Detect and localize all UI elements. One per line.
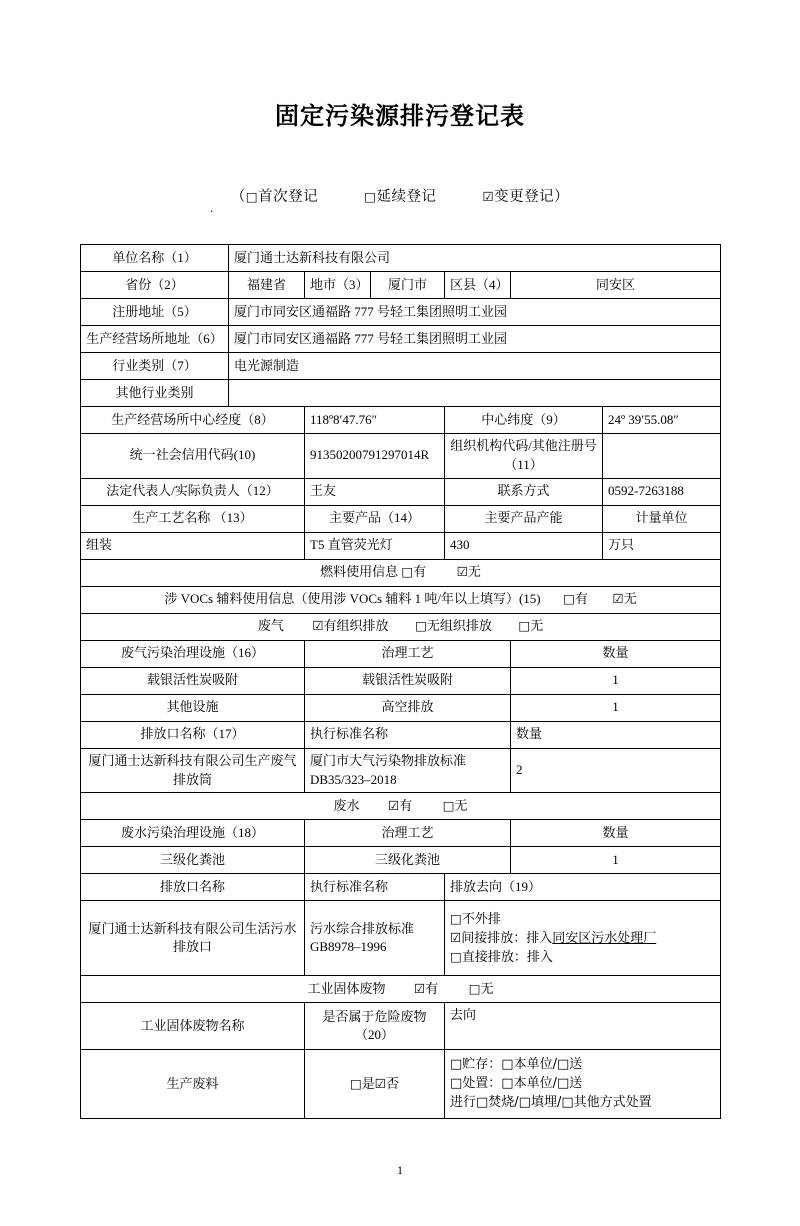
registered-address-label: 注册地址（5） [81,299,229,326]
registration-option-change-label: 变更登记 [494,189,555,205]
contact-label: 联系方式 [445,478,603,505]
vocs-row [81,586,721,613]
waste-water-tech-header: 治理工艺 [305,820,511,847]
table-row [81,901,721,976]
other-industry-label: 其他行业类别 [81,380,229,407]
registered-address-value[interactable]: 厦门市同安区通福路 777 号轻工集团照明工业园 [229,299,721,326]
fuel-no-label: 无 [467,564,481,580]
process-name-value[interactable]: 组装 [81,532,305,559]
solid-waste-hazard-no-box[interactable]: ☑ [374,1075,387,1091]
table-row [81,1050,721,1119]
waste-water-facility-header: 废水污染治理设施（18） [81,820,305,847]
table-row [81,245,721,272]
production-address-value[interactable]: 厦门市同安区通福路 777 号轻工集团照明工业园 [229,326,721,353]
solid-waste-hazard-no-label: 否 [386,1075,400,1091]
destination-direct-box[interactable]: □ [450,948,462,964]
solid-waste-name-header: 工业固体废物名称 [81,1003,305,1050]
solid-waste-destination-1 [445,1050,721,1119]
table-row [81,793,721,820]
production-address-label: 生产经营场所地址（6） [81,326,229,353]
waste-water-destination-options [445,901,721,976]
table-row [81,532,721,559]
capacity-unit-value[interactable]: 万只 [603,532,721,559]
city-label: 地市（3） [305,272,371,299]
waste-gas-outlet-count-header: 数量 [511,721,721,748]
waste-water-no-box[interactable]: □ [442,797,455,813]
registration-option-renew-label: 延续登记 [376,189,437,205]
waste-water-row [81,793,721,820]
waste-water-count-1[interactable]: 1 [511,847,721,874]
fuel-yes-box[interactable]: □ [401,564,414,580]
legal-person-label: 法定代表人/实际负责人（12） [81,478,305,505]
destination-no-discharge-label: 不外排 [461,911,501,927]
waste-gas-standard-header: 执行标准名称 [305,721,511,748]
table-row [81,326,721,353]
solid-waste-hazard-yes-box[interactable]: □ [349,1075,362,1091]
solid-waste-row [81,976,721,1003]
waste-water-facility-1[interactable]: 三级化粪池 [81,847,305,874]
waste-water-yes-box[interactable]: ☑ [388,797,400,813]
table-row [81,874,721,901]
waste-gas-count-1[interactable]: 1 [511,667,721,694]
waste-gas-organized-label: 有组织排放 [323,618,389,634]
fuel-no-box[interactable]: ☑ [456,564,468,580]
destination-indirect-box[interactable]: ☑ [450,929,462,945]
city-value[interactable]: 厦门市 [371,272,445,299]
solid-waste-label: 工业固体废物 [307,980,386,996]
registration-option-renew-box[interactable]: □ [364,189,377,204]
waste-gas-outlet-name-header: 排放口名称（17） [81,721,305,748]
solid-waste-no-label: 无 [480,980,494,996]
waste-gas-unorganized-box[interactable]: □ [415,618,427,634]
destination-option-no-discharge[interactable] [450,910,715,929]
contact-value[interactable]: 0592-7263188 [603,478,721,505]
table-row [81,586,721,613]
waste-gas-outlet-name[interactable]: 厦门通士达新科技有限公司生产废气排放筒 [81,748,305,793]
waste-water-label: 废水 [333,797,360,813]
solid-waste-hazard-1 [305,1050,445,1119]
unit-name-value[interactable]: 厦门通士达新科技有限公司 [229,245,721,272]
vocs-yes-box[interactable]: □ [563,591,575,607]
destination-indirect-label: 间接排放：排入 [461,929,553,945]
solid-waste-hazard-yes-label: 是 [361,1075,375,1091]
waste-water-no-label: 无 [454,797,468,813]
destination-option-direct[interactable] [450,948,715,967]
destination-direct-label: 直接排放：排入 [461,948,553,964]
waste-water-standard-line1: 污水综合排放标准 [310,920,415,936]
page-number: 1 [397,1163,403,1177]
solid-waste-destination-line-1[interactable]: □贮存：□本单位/□送 [450,1057,583,1073]
industry-category-label: 行业类别（7） [81,353,229,380]
waste-gas-row [81,613,721,640]
legal-person-value[interactable]: 王友 [305,478,445,505]
main-product-value[interactable]: T5 直管荧光灯 [305,532,445,559]
province-label: 省份（2） [81,272,229,299]
province-value[interactable]: 福建省 [229,272,305,299]
table-row [81,640,721,667]
table-row [81,820,721,847]
table-row [81,1003,721,1050]
capacity-unit-header: 计量单位 [603,505,721,532]
registration-type-line [0,185,800,206]
paren-open: （ [230,189,246,205]
other-industry-value[interactable] [229,380,721,407]
district-label: 区县（4） [445,272,511,299]
fuel-yes-label: 有 [413,564,427,580]
table-row [81,748,721,793]
waste-gas-none-label: 无 [530,618,544,634]
table-row [81,505,721,532]
credit-code-label: 统一社会信用代码(10) [81,434,305,479]
registration-option-first-label: 首次登记 [258,189,319,205]
waste-gas-outlet-count[interactable]: 2 [511,748,721,793]
org-code-value[interactable] [603,434,721,479]
longitude-label: 生产经营场所中心经度（8） [81,407,305,434]
district-value[interactable]: 同安区 [511,272,721,299]
waste-water-yes-label: 有 [399,797,413,813]
table-row [81,667,721,694]
waste-water-destination-header: 排放去向（19） [445,874,721,901]
waste-water-count-header: 数量 [511,820,721,847]
table-row [81,299,721,326]
solid-waste-destination-line-2[interactable]: □处置：□本单位/□送 [450,1075,583,1091]
solid-waste-yes-box[interactable]: ☑ [414,980,426,996]
destination-option-indirect[interactable] [450,929,715,948]
product-capacity-value[interactable]: 430 [445,532,603,559]
waste-water-tech-1[interactable]: 三级化粪池 [305,847,511,874]
fuel-usage-row [81,559,721,586]
waste-gas-tech-2[interactable]: 高空排放 [305,694,511,721]
solid-waste-destination-line-3[interactable]: 进行□焚烧/□填埋/□其他方式处置 [450,1094,652,1110]
waste-gas-label: 废气 [257,618,284,634]
waste-water-standard-line2: GB8978–1996 [310,939,387,955]
vocs-no-box[interactable]: ☑ [612,591,624,607]
waste-gas-facility-header: 废气污染治理设施（16） [81,640,305,667]
registration-option-change-box[interactable]: ☑ [482,189,495,204]
solid-waste-name-1[interactable]: 生产废料 [81,1050,305,1119]
table-row [81,380,721,407]
destination-indirect-value[interactable]: 同安区污水处理厂 [552,929,657,945]
table-row [81,407,721,434]
fuel-usage-label: 燃料使用信息 [320,564,399,580]
vocs-no-label: 无 [623,591,637,607]
table-row [81,434,721,479]
product-capacity-header: 主要产品产能 [445,505,603,532]
main-product-header: 主要产品（14） [305,505,445,532]
destination-no-discharge-box[interactable]: □ [450,911,462,927]
table-row [81,272,721,299]
waste-gas-count-header: 数量 [511,640,721,667]
unit-name-label: 单位名称（1） [81,245,229,272]
org-code-label: 组织机构代码/其他注册号（11） [445,434,603,479]
vocs-label: 涉 VOCs 辅料使用信息（使用涉 VOCs 辅料 1 吨/年以上填写）(15) [164,591,541,607]
waste-gas-tech-header: 治理工艺 [305,640,511,667]
registration-table-wrapper [80,244,720,1119]
paren-close: ） [554,189,570,205]
waste-water-outlet-name-header: 排放口名称 [81,874,305,901]
waste-water-outlet-name[interactable]: 厦门通士达新科技有限公司生活污水排放口 [81,901,305,976]
table-row [81,694,721,721]
table-row [81,559,721,586]
solid-waste-yes-label: 有 [425,980,439,996]
industry-category-value[interactable]: 电光源制造 [229,353,721,380]
waste-gas-organized-box[interactable]: ☑ [312,618,324,634]
credit-code-value[interactable]: 91350200791297014R [305,434,445,479]
solid-waste-destination-header: 去向 [445,1003,721,1050]
table-row [81,353,721,380]
stray-dot-mark: . [210,200,214,215]
waste-gas-facility-1[interactable]: 载银活性炭吸附 [81,667,305,694]
waste-gas-tech-1[interactable]: 载银活性炭吸附 [305,667,511,694]
waste-gas-unorganized-label: 无组织排放 [426,618,492,634]
table-row [81,478,721,505]
waste-gas-outlet-standard[interactable]: 厦门市大气污染物排放标准 DB35/323–2018 [305,748,511,793]
waste-gas-count-2[interactable]: 1 [511,694,721,721]
solid-waste-no-box[interactable]: □ [468,980,481,996]
waste-water-outlet-standard[interactable] [305,901,445,976]
registration-option-first-box[interactable]: □ [245,189,259,204]
table-row [81,613,721,640]
longitude-value[interactable]: 118º8′47.76″ [305,407,445,434]
latitude-value[interactable]: 24º 39′55.08″ [603,407,721,434]
document-page [0,96,800,1226]
table-row [81,721,721,748]
page-title: 固定污染源排污登记表 [275,103,525,130]
latitude-label: 中心纬度（9） [445,407,603,434]
table-row [81,976,721,1003]
process-name-header: 生产工艺名称 （13） [81,505,305,532]
table-row [81,847,721,874]
waste-gas-none-box[interactable]: □ [518,618,531,634]
waste-gas-facility-2[interactable]: 其他设施 [81,694,305,721]
vocs-yes-label: 有 [574,591,588,607]
registration-table [80,244,721,1119]
waste-water-standard-header: 执行标准名称 [305,874,445,901]
solid-waste-hazard-header: 是否属于危险废物（20） [305,1003,445,1050]
